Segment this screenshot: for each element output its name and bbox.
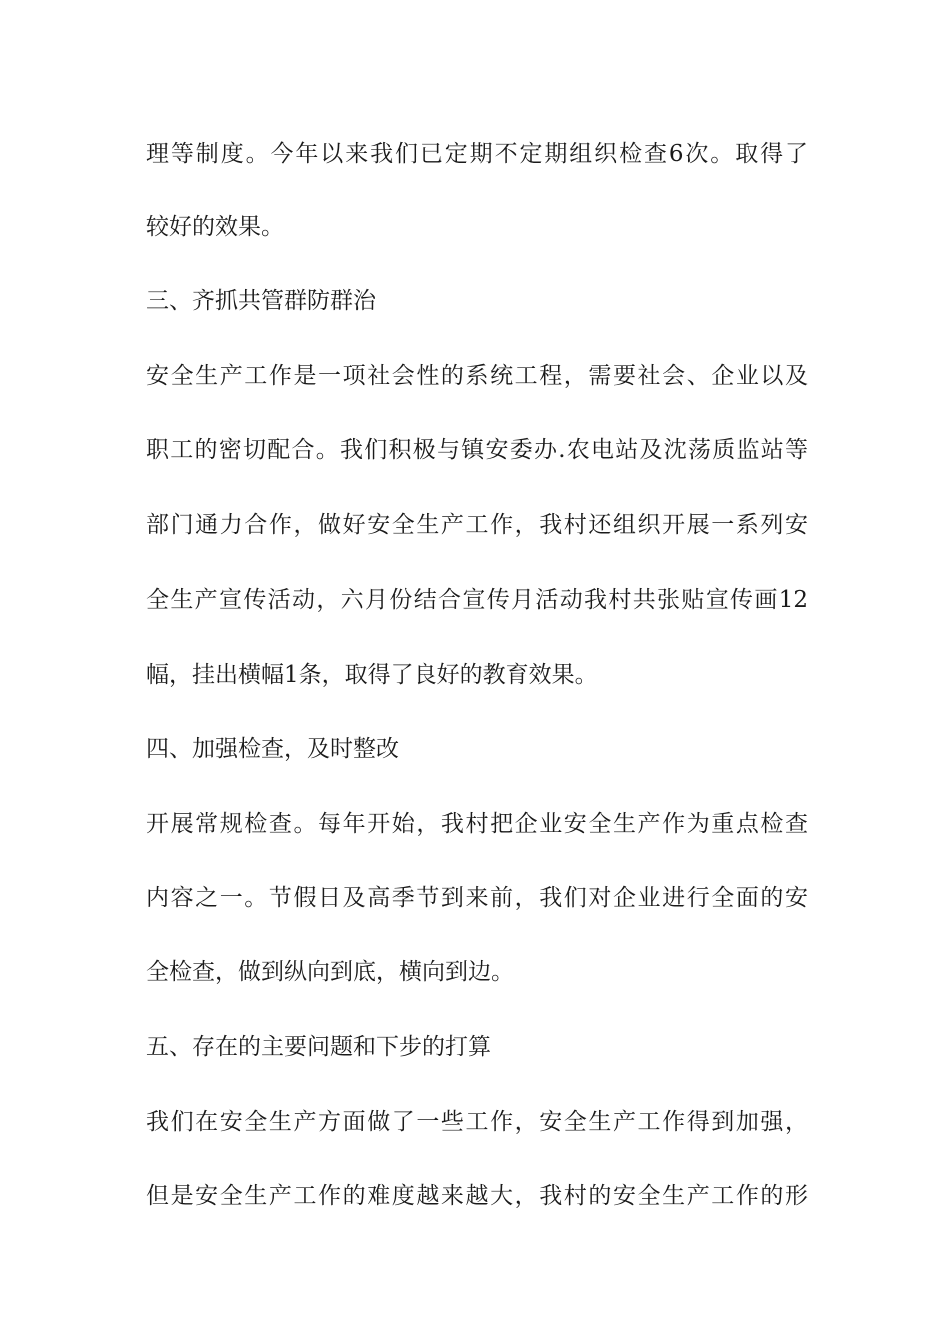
paragraph-line: 我们在安全生产方面做了一些工作，安全生产工作得到加强， xyxy=(146,1109,808,1135)
section-heading: 三、齐抓共管群防群治 xyxy=(146,288,376,314)
paragraph-line: 职工的密切配合。我们积极与镇安委办.农电站及沈荡质监站等 xyxy=(146,437,808,463)
paragraph-line: 全生产宣传活动，六月份结合宣传月活动我村共张贴宣传画12 xyxy=(146,587,808,613)
paragraph-line: 幅，挂出横幅1条，取得了良好的教育效果。 xyxy=(146,662,598,688)
section-heading: 五、存在的主要问题和下步的打算 xyxy=(146,1034,491,1060)
paragraph-line: 部门通力合作，做好安全生产工作，我村还组织开展一系列安 xyxy=(146,512,808,538)
paragraph-line: 全检查，做到纵向到底，横向到边。 xyxy=(146,959,514,985)
section-heading: 四、加强检查，及时整改 xyxy=(146,736,399,762)
paragraph-line: 安全生产工作是一项社会性的系统工程，需要社会、企业以及 xyxy=(146,363,808,389)
paragraph-line: 内容之一。节假日及高季节到来前，我们对企业进行全面的安 xyxy=(146,885,808,911)
paragraph-line: 理等制度。今年以来我们已定期不定期组织检查6次。取得了 xyxy=(146,141,808,167)
paragraph-line: 较好的效果。 xyxy=(146,214,284,240)
paragraph-line: 但是安全生产工作的难度越来越大，我村的安全生产工作的形 xyxy=(146,1183,808,1209)
paragraph-line: 开展常规检查。每年开始，我村把企业安全生产作为重点检查 xyxy=(146,811,808,837)
